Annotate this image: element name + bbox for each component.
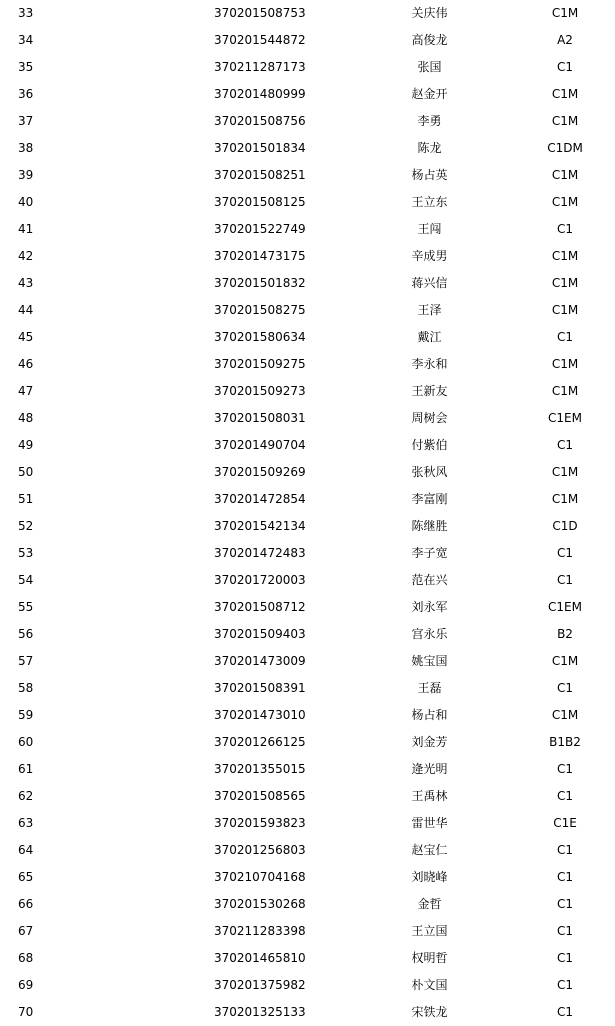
id-number-cell: 370201508275	[214, 303, 306, 317]
id-number-cell: 370201501832	[214, 276, 306, 290]
row-number-cell: 36	[18, 87, 34, 101]
id-number-cell: 370201508712	[214, 600, 306, 614]
id-number-cell: 370201472483	[214, 546, 306, 560]
license-class-cell: C1EM	[548, 411, 582, 425]
table-row	[0, 648, 615, 675]
table-row	[0, 459, 615, 486]
license-class-cell: C1M	[551, 303, 579, 317]
row-number-cell: 61	[18, 762, 34, 776]
license-class-cell: C1M	[551, 168, 579, 182]
name-cell: 陈龙	[417, 141, 442, 155]
table-row	[0, 324, 615, 351]
license-class-cell: C1M	[551, 87, 579, 101]
table-row	[0, 702, 615, 729]
table-row	[0, 135, 615, 162]
name-cell: 宋铁龙	[411, 1005, 448, 1019]
table-row	[0, 918, 615, 945]
row-number-cell: 45	[18, 330, 34, 344]
table-row	[0, 999, 615, 1026]
table-row	[0, 27, 615, 54]
name-cell: 赵宝仁	[411, 843, 448, 857]
id-number-cell: 370201355015	[214, 762, 306, 776]
license-class-cell: C1M	[551, 114, 579, 128]
row-number-cell: 33	[18, 6, 34, 20]
license-class-cell: C1D	[552, 519, 578, 533]
id-number-cell: 370201473175	[214, 249, 306, 263]
name-cell: 付紫伯	[411, 438, 448, 452]
table-row	[0, 945, 615, 972]
table-row	[0, 594, 615, 621]
id-number-cell: 370201501834	[214, 141, 306, 155]
license-class-cell: C1M	[551, 708, 579, 722]
table-row	[0, 162, 615, 189]
table-row	[0, 405, 615, 432]
table-row	[0, 297, 615, 324]
row-number-cell: 63	[18, 816, 34, 830]
table-row	[0, 567, 615, 594]
name-cell: 戴江	[417, 330, 442, 344]
table-row	[0, 891, 615, 918]
table-row	[0, 378, 615, 405]
license-class-cell: C1M	[551, 465, 579, 479]
id-number-cell: 370201266125	[214, 735, 306, 749]
name-cell: 杨占英	[411, 168, 448, 182]
row-number-cell: 50	[18, 465, 34, 479]
table-row	[0, 972, 615, 999]
license-class-cell: C1	[556, 330, 573, 344]
name-cell: 张国	[417, 60, 442, 74]
table-row	[0, 108, 615, 135]
name-cell: 陈继胜	[411, 519, 448, 533]
license-class-cell: C1	[556, 978, 573, 992]
license-class-cell: C1	[556, 1005, 573, 1019]
name-cell: 关庆伟	[411, 6, 448, 20]
table-row	[0, 756, 615, 783]
name-cell: 周树会	[411, 411, 448, 425]
name-cell: 宫永乐	[411, 627, 448, 641]
id-number-cell: 370201508031	[214, 411, 306, 425]
table-row	[0, 54, 615, 81]
name-cell: 高俊龙	[411, 33, 448, 47]
id-number-cell: 370201509273	[214, 384, 306, 398]
row-number-cell: 49	[18, 438, 34, 452]
id-number-cell: 370201509269	[214, 465, 306, 479]
table-row	[0, 81, 615, 108]
name-cell: 王泽	[417, 303, 442, 317]
id-number-cell: 370201472854	[214, 492, 306, 506]
name-cell: 刘永军	[411, 600, 448, 614]
name-cell: 杨占和	[411, 708, 448, 722]
license-class-cell: C1M	[551, 492, 579, 506]
name-cell: 蒋兴信	[411, 276, 448, 290]
table-row	[0, 270, 615, 297]
license-class-cell: B2	[557, 627, 573, 641]
license-class-cell: C1	[556, 924, 573, 938]
table-row	[0, 351, 615, 378]
name-cell: 范在兴	[411, 573, 448, 587]
name-cell: 金哲	[417, 897, 442, 911]
id-number-cell: 370201593823	[214, 816, 306, 830]
row-number-cell: 55	[18, 600, 34, 614]
name-cell: 王磊	[417, 681, 442, 695]
id-number-cell: 370201508125	[214, 195, 306, 209]
id-number-cell: 370201508565	[214, 789, 306, 803]
table-row	[0, 513, 615, 540]
name-cell: 雷世华	[411, 816, 448, 830]
table-row	[0, 864, 615, 891]
id-number-cell: 370201256803	[214, 843, 306, 857]
id-number-cell: 370201508753	[214, 6, 306, 20]
id-number-cell: 370201375982	[214, 978, 306, 992]
id-number-cell: 370201720003	[214, 573, 306, 587]
license-class-cell: C1	[556, 222, 573, 236]
row-number-cell: 51	[18, 492, 34, 506]
table-row	[0, 432, 615, 459]
license-class-cell: C1	[556, 897, 573, 911]
row-number-cell: 42	[18, 249, 34, 263]
row-number-cell: 39	[18, 168, 34, 182]
row-number-cell: 68	[18, 951, 34, 965]
name-cell: 张秋风	[411, 465, 448, 479]
license-class-cell: C1M	[551, 195, 579, 209]
name-cell: 李富刚	[411, 492, 448, 506]
row-number-cell: 58	[18, 681, 34, 695]
id-number-cell: 370201508391	[214, 681, 306, 695]
license-class-cell: C1M	[551, 384, 579, 398]
row-number-cell: 69	[18, 978, 34, 992]
name-cell: 王立国	[411, 924, 448, 938]
name-cell: 刘晓峰	[411, 870, 448, 884]
id-number-cell: 370201508251	[214, 168, 306, 182]
name-cell: 姚宝国	[411, 654, 448, 668]
row-number-cell: 66	[18, 897, 34, 911]
license-class-cell: C1M	[551, 357, 579, 371]
id-number-cell: 370201508756	[214, 114, 306, 128]
id-number-cell: 370201325133	[214, 1005, 306, 1019]
id-number-cell: 370201480999	[214, 87, 306, 101]
name-cell: 李子宽	[411, 546, 448, 560]
row-number-cell: 56	[18, 627, 34, 641]
table-row	[0, 675, 615, 702]
table-row	[0, 486, 615, 513]
license-class-cell: C1	[556, 546, 573, 560]
table-row	[0, 810, 615, 837]
table-row	[0, 729, 615, 756]
id-number-cell: 370201542134	[214, 519, 306, 533]
name-cell: 李永和	[411, 357, 448, 371]
row-number-cell: 43	[18, 276, 34, 290]
license-class-cell: C1E	[553, 816, 577, 830]
id-number-cell: 370201509275	[214, 357, 306, 371]
row-number-cell: 48	[18, 411, 34, 425]
row-number-cell: 59	[18, 708, 34, 722]
license-class-cell: C1	[556, 843, 573, 857]
id-number-cell: 370211283398	[214, 924, 306, 938]
name-cell: 辛成男	[411, 249, 448, 263]
id-number-cell: 370201465810	[214, 951, 306, 965]
row-number-cell: 70	[18, 1005, 34, 1019]
name-cell: 王立东	[411, 195, 448, 209]
id-number-cell: 370210704168	[214, 870, 306, 884]
license-class-cell: C1	[556, 762, 573, 776]
row-number-cell: 64	[18, 843, 34, 857]
row-number-cell: 52	[18, 519, 34, 533]
table-row	[0, 216, 615, 243]
license-class-cell: C1	[556, 573, 573, 587]
id-number-cell: 370211287173	[214, 60, 306, 74]
row-number-cell: 44	[18, 303, 34, 317]
table-row	[0, 540, 615, 567]
license-class-cell: C1	[556, 438, 573, 452]
id-number-cell: 370201490704	[214, 438, 306, 452]
license-class-cell: B1B2	[549, 735, 581, 749]
row-number-cell: 65	[18, 870, 34, 884]
row-number-cell: 40	[18, 195, 34, 209]
id-number-cell: 370201530268	[214, 897, 306, 911]
name-cell: 赵金开	[411, 87, 448, 101]
table-row	[0, 783, 615, 810]
license-class-cell: C1M	[551, 654, 579, 668]
row-number-cell: 37	[18, 114, 34, 128]
row-number-cell: 60	[18, 735, 34, 749]
table-row	[0, 189, 615, 216]
row-number-cell: 62	[18, 789, 34, 803]
name-cell: 朴文国	[411, 978, 448, 992]
license-class-cell: C1DM	[547, 141, 583, 155]
name-cell: 王新友	[411, 384, 448, 398]
name-cell: 权明哲	[411, 951, 448, 965]
license-class-cell: C1	[556, 789, 573, 803]
id-number-cell: 370201473009	[214, 654, 306, 668]
id-number-cell: 370201473010	[214, 708, 306, 722]
license-class-cell: C1M	[551, 6, 579, 20]
row-number-cell: 47	[18, 384, 34, 398]
table-row	[0, 621, 615, 648]
row-number-cell: 67	[18, 924, 34, 938]
row-number-cell: 54	[18, 573, 34, 587]
name-cell: 李勇	[417, 114, 442, 128]
row-number-cell: 57	[18, 654, 34, 668]
row-number-cell: 46	[18, 357, 34, 371]
name-cell: 王闯	[417, 222, 442, 236]
table-row	[0, 243, 615, 270]
row-number-cell: 53	[18, 546, 34, 560]
name-cell: 逄光明	[411, 762, 448, 776]
id-number-cell: 370201522749	[214, 222, 306, 236]
row-number-cell: 41	[18, 222, 34, 236]
license-class-cell: C1	[556, 60, 573, 74]
table-row	[0, 0, 615, 27]
license-class-cell: C1	[556, 681, 573, 695]
name-cell: 刘金芳	[411, 735, 448, 749]
name-cell: 王禹林	[411, 789, 448, 803]
id-number-cell: 370201580634	[214, 330, 306, 344]
table-row	[0, 837, 615, 864]
license-class-cell: A2	[557, 33, 573, 47]
license-class-cell: C1M	[551, 276, 579, 290]
license-class-cell: C1	[556, 951, 573, 965]
id-number-cell: 370201544872	[214, 33, 306, 47]
row-number-cell: 38	[18, 141, 34, 155]
license-class-cell: C1	[556, 870, 573, 884]
license-class-cell: C1EM	[548, 600, 582, 614]
id-number-cell: 370201509403	[214, 627, 306, 641]
license-class-cell: C1M	[551, 249, 579, 263]
row-number-cell: 34	[18, 33, 34, 47]
row-number-cell: 35	[18, 60, 34, 74]
